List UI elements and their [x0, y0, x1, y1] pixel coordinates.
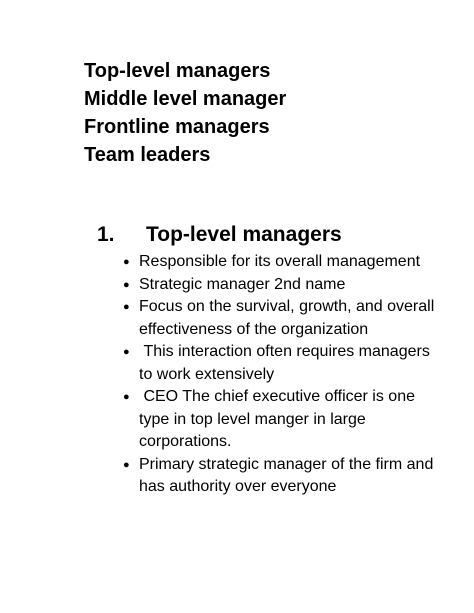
- bullet-item: [123, 454, 443, 499]
- bullet-dot-icon: ●: [123, 391, 130, 403]
- bullet-text: Strategic manager 2nd name: [139, 275, 346, 293]
- bullet-item: [123, 251, 443, 274]
- bullet-dot-icon: ●: [123, 458, 130, 471]
- section-heading: [97, 221, 457, 249]
- bullet-item: [123, 386, 443, 454]
- topic-item: Frontline managers: [84, 116, 270, 138]
- bullet-text: Primary strategic manager of the firm and has authority over everyone: [139, 455, 434, 495]
- topic-item: Team leaders: [84, 144, 211, 166]
- bullet-text: This interaction often requires managers to work extensively: [139, 343, 435, 383]
- topic-item: Middle level manager: [84, 88, 287, 110]
- topic-item: Top-level managers: [84, 60, 271, 82]
- bullet-item: [123, 274, 443, 297]
- section-top-level-managers: [97, 221, 457, 499]
- bullet-dot-icon: ●: [123, 346, 130, 358]
- bullet-text: CEO The chief executive officer is one type in top level manger in large corporations.: [139, 388, 420, 450]
- bullet-item: [123, 296, 443, 341]
- bullet-dot-icon: ●: [123, 301, 130, 313]
- bullet-item: [123, 341, 443, 386]
- section-number: 1.: [97, 223, 115, 246]
- bullet-text: Responsible for its overall management: [139, 253, 421, 270]
- topic-list: [84, 57, 286, 169]
- bullet-dot-icon: ●: [123, 278, 130, 291]
- bullet-text: Focus on the survival, growth, and overall effectiveness of the organization: [139, 298, 435, 338]
- section-title: Top-level managers: [146, 223, 342, 246]
- bullet-dot-icon: ●: [123, 256, 130, 268]
- bullet-list: [123, 251, 443, 499]
